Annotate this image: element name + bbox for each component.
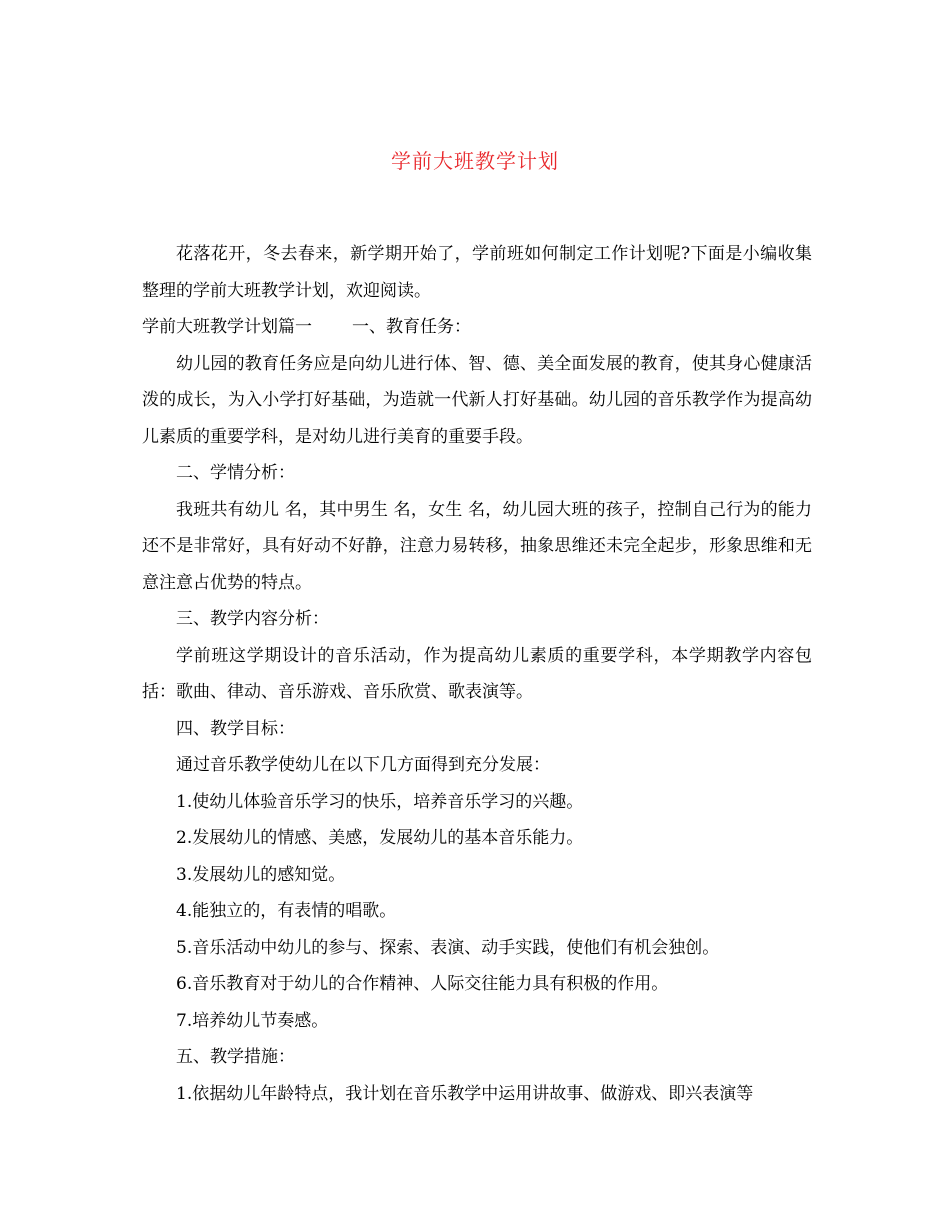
goal-item-3: 3.发展幼儿的感知觉。	[176, 864, 346, 885]
goal-item-2: 2.发展幼儿的情感、美感，发展幼儿的基本音乐能力。	[176, 828, 584, 848]
analysis-paragraph: 我班共有幼儿 名，其中男生 名，女生 名，幼儿园大班的孩子，控制自己行为的能力还不是非常好，具有好动不好静，注意力易转移，抽象思维还未完全起步，形象思维和无意注意占优势的特点。	[142, 499, 812, 593]
section-heading-b: 一、教育任务：	[352, 317, 471, 337]
goal-item-5: 5.音乐活动中幼儿的参与、探索、表演、动手实践，使他们有机会独创。	[176, 937, 720, 958]
content-paragraph: 学前班这学期设计的音乐活动，作为提高幼儿素质的重要学科，本学期教学内容包括：歌曲、律动、音乐游戏、音乐欣赏、歌表演等。	[142, 645, 812, 702]
goal-item-1: 1.使幼儿体验音乐学习的快乐，培养音乐学习的兴趣。	[176, 791, 584, 812]
goal-item-4: 4.能独立的，有表情的唱歌。	[176, 901, 397, 921]
section-heading-line	[142, 309, 812, 346]
goal-item-6: 6.音乐教育对于幼儿的合作精神、人际交往能力具有积极的作用。	[176, 974, 669, 994]
heading-goals: 四、教学目标：	[176, 718, 295, 739]
intro-paragraph: 花落花开，冬去春来，新学期开始了，学前班如何制定工作计划呢?下面是小编收集整理的学前大班教学计划，欢迎阅读。	[142, 244, 812, 301]
heading-analysis: 二、学情分析：	[176, 463, 295, 483]
heading-measures: 五、教学措施：	[176, 1047, 295, 1067]
goal-item-7: 7.培养幼儿节奏感。	[176, 1010, 329, 1031]
section-heading-a: 学前大班教学计划篇一	[142, 317, 312, 337]
heading-content: 三、教学内容分析：	[176, 609, 329, 629]
document-title: 学前大班教学计划	[391, 149, 559, 173]
goals-intro: 通过音乐教学使幼儿在以下几方面得到充分发展：	[176, 755, 550, 775]
document-body	[142, 236, 812, 1112]
measure-item-1: 1.依据幼儿年龄特点，我计划在音乐教学中运用讲故事、做游戏、即兴表演等	[176, 1083, 754, 1104]
task-paragraph: 幼儿园的教育任务应是向幼儿进行体、智、德、美全面发展的教育，使其身心健康活泼的成长，为入小学打好基础，为造就一代新人打好基础。幼儿园的音乐教学作为提高幼儿素质的重要学科，是对幼儿进行美育的重要手段。	[142, 353, 812, 447]
